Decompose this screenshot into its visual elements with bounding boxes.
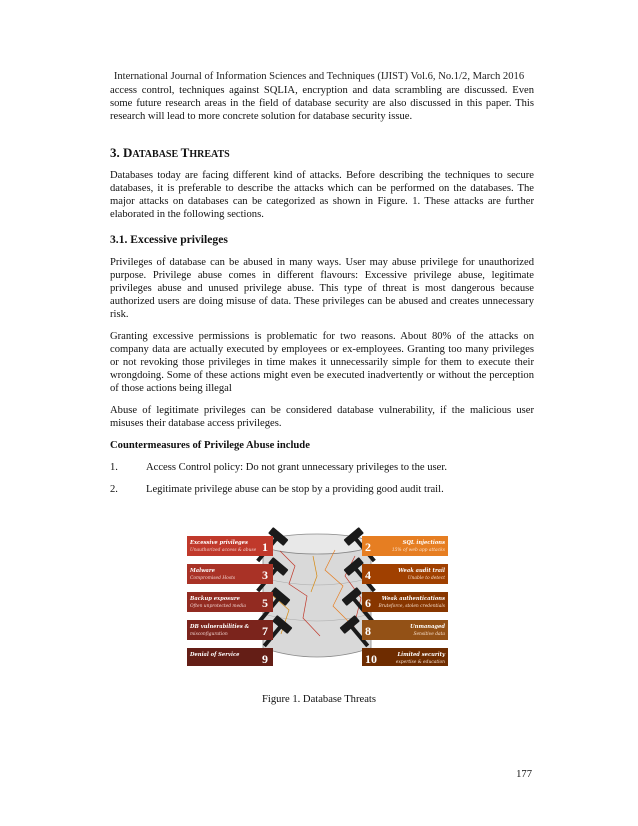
threat-label-right — [362, 592, 448, 612]
section-title — [110, 145, 230, 161]
threat-title: SQL injections — [402, 540, 445, 546]
threat-label-bar — [187, 592, 273, 612]
threat-title: Excessive privileges — [190, 540, 248, 546]
figure-caption: Figure 1. Database Threats — [262, 694, 376, 705]
threat-title: Malware — [190, 568, 215, 574]
section-paragraph — [110, 169, 534, 230]
threat-number: 8 — [365, 624, 371, 638]
threat-label-right — [362, 648, 448, 666]
threat-subtitle: Compromised Hosts — [190, 576, 236, 581]
page-number: 177 — [516, 769, 532, 780]
threat-label-left — [187, 564, 273, 584]
threat-label-bar — [187, 536, 273, 556]
section-title-word1-cap: D — [123, 145, 133, 160]
threat-number: 1 — [262, 540, 268, 554]
threat-label-bar — [187, 620, 273, 640]
paragraph-1: Privileges of database can be abused in many ways. User may abuse privilege for unauthorized purpose. Privilege abuse comes in different flavours: Excessive privilege abuse, legitimate privileges abuse and unused privilege abuse. This type of threat is most dangerous because authorized users are doing misuse of data. These privileges can be abused and creates unnecessary risk. — [110, 257, 534, 320]
threat-subtitle: Unauthorized access & abuse — [190, 548, 257, 553]
threat-subtitle: Bruteforce, stolen credentials — [378, 604, 445, 609]
threat-title: Weak audit trail — [398, 568, 445, 574]
section-title-word2-rest: HREATS — [189, 149, 230, 160]
list-item — [110, 483, 534, 496]
threat-number: 2 — [365, 540, 371, 554]
list-item-text: Legitimate privilege abuse can be stop by a providing good audit trail. — [146, 484, 444, 495]
list-item-number: 2. — [110, 484, 118, 495]
left-threat-labels — [187, 536, 273, 666]
threat-title: Backup exposure — [190, 596, 240, 602]
threat-label-bar — [362, 536, 448, 556]
section-title-word1-rest: ATABASE — [132, 149, 181, 160]
threat-label-left — [187, 648, 273, 666]
threat-label-right — [362, 564, 448, 584]
threat-title: Denial of Service — [190, 652, 240, 658]
list-item-number: 1. — [110, 462, 118, 473]
threat-title: Unmanaged — [410, 624, 445, 630]
threat-subtitle: Unable to detect — [407, 576, 445, 581]
subsection-title: 3.1. Excessive privileges — [110, 233, 228, 246]
threat-title: Weak authentications — [381, 596, 445, 602]
section-text: Databases today are facing different kind of attacks. Before describing the techniques to secure databases, it is preferable to describe the attacks which can be performed on the databases. The major attacks on databases can be categorized as shown in Figure. 1. These attacks are further elaborated in the following sections. — [110, 170, 534, 220]
section-number: 3. — [110, 145, 123, 160]
list-item — [110, 461, 534, 474]
threat-subtitle: Sensitive data — [413, 632, 445, 637]
threat-subtitle: 15% of web app attacks — [391, 548, 445, 553]
threat-label-bar — [362, 620, 448, 640]
database-threats-figure — [185, 526, 450, 666]
threat-number: 10 — [365, 652, 377, 666]
threat-subtitle: misconfiguration — [190, 632, 228, 637]
threat-title: Limited security — [397, 652, 445, 658]
paragraph-2: Granting excessive permissions is problematic for two reasons. About 80% of the attacks on company data are actually executed by employees or ex-employees. Granting too many privileges or not revoking those privileges in time makes it unnecessarily simple for them to execute their wrongdoing. Some of these actions might even be executed inadvertently or without the perception of those actions being illegal — [110, 331, 534, 394]
journal-header: International Journal of Information Sciences and Techniques (IJIST) Vol.6, No.1/2, March 2016 — [113, 71, 525, 82]
intro-text: access control, techniques against SQLIA, encryption and data scrambling are discussed. Even some future research areas in the field of database security are also discussed in this paper. This research will lead to more concrete solution for database security issue. — [110, 85, 534, 122]
subsection-body — [110, 256, 534, 461]
threat-subtitle: Often unprotected media — [190, 604, 247, 609]
countermeasure-list — [110, 461, 534, 496]
threat-label-bar — [362, 592, 448, 612]
threat-number: 5 — [262, 596, 268, 610]
paragraph-3: Abuse of legitimate privileges can be considered database vulnerability, if the malicious user misuses their database access privileges. — [110, 405, 534, 429]
threat-label-right — [362, 536, 448, 556]
section-title-word2-cap: T — [180, 145, 190, 160]
threat-label-left — [187, 536, 273, 556]
intro-paragraph — [110, 84, 534, 132]
threat-label-bar — [187, 564, 273, 584]
threat-label-left — [187, 620, 273, 640]
countermeasures-heading: Countermeasures of Privilege Abuse include — [110, 440, 310, 451]
threat-label-bar — [362, 564, 448, 584]
threat-label-left — [187, 592, 273, 612]
threat-number: 7 — [262, 624, 268, 638]
threat-number: 9 — [262, 652, 268, 666]
right-threat-labels — [362, 536, 448, 666]
threat-title: DB vulnerabilities & — [190, 624, 250, 630]
threat-subtitle: expertise & education — [395, 660, 445, 665]
threat-number: 3 — [262, 568, 268, 582]
threat-number: 4 — [365, 568, 371, 582]
threat-label-right — [362, 620, 448, 640]
threat-number: 6 — [365, 596, 371, 610]
list-item-text: Access Control policy: Do not grant unnecessary privileges to the user. — [146, 462, 447, 473]
